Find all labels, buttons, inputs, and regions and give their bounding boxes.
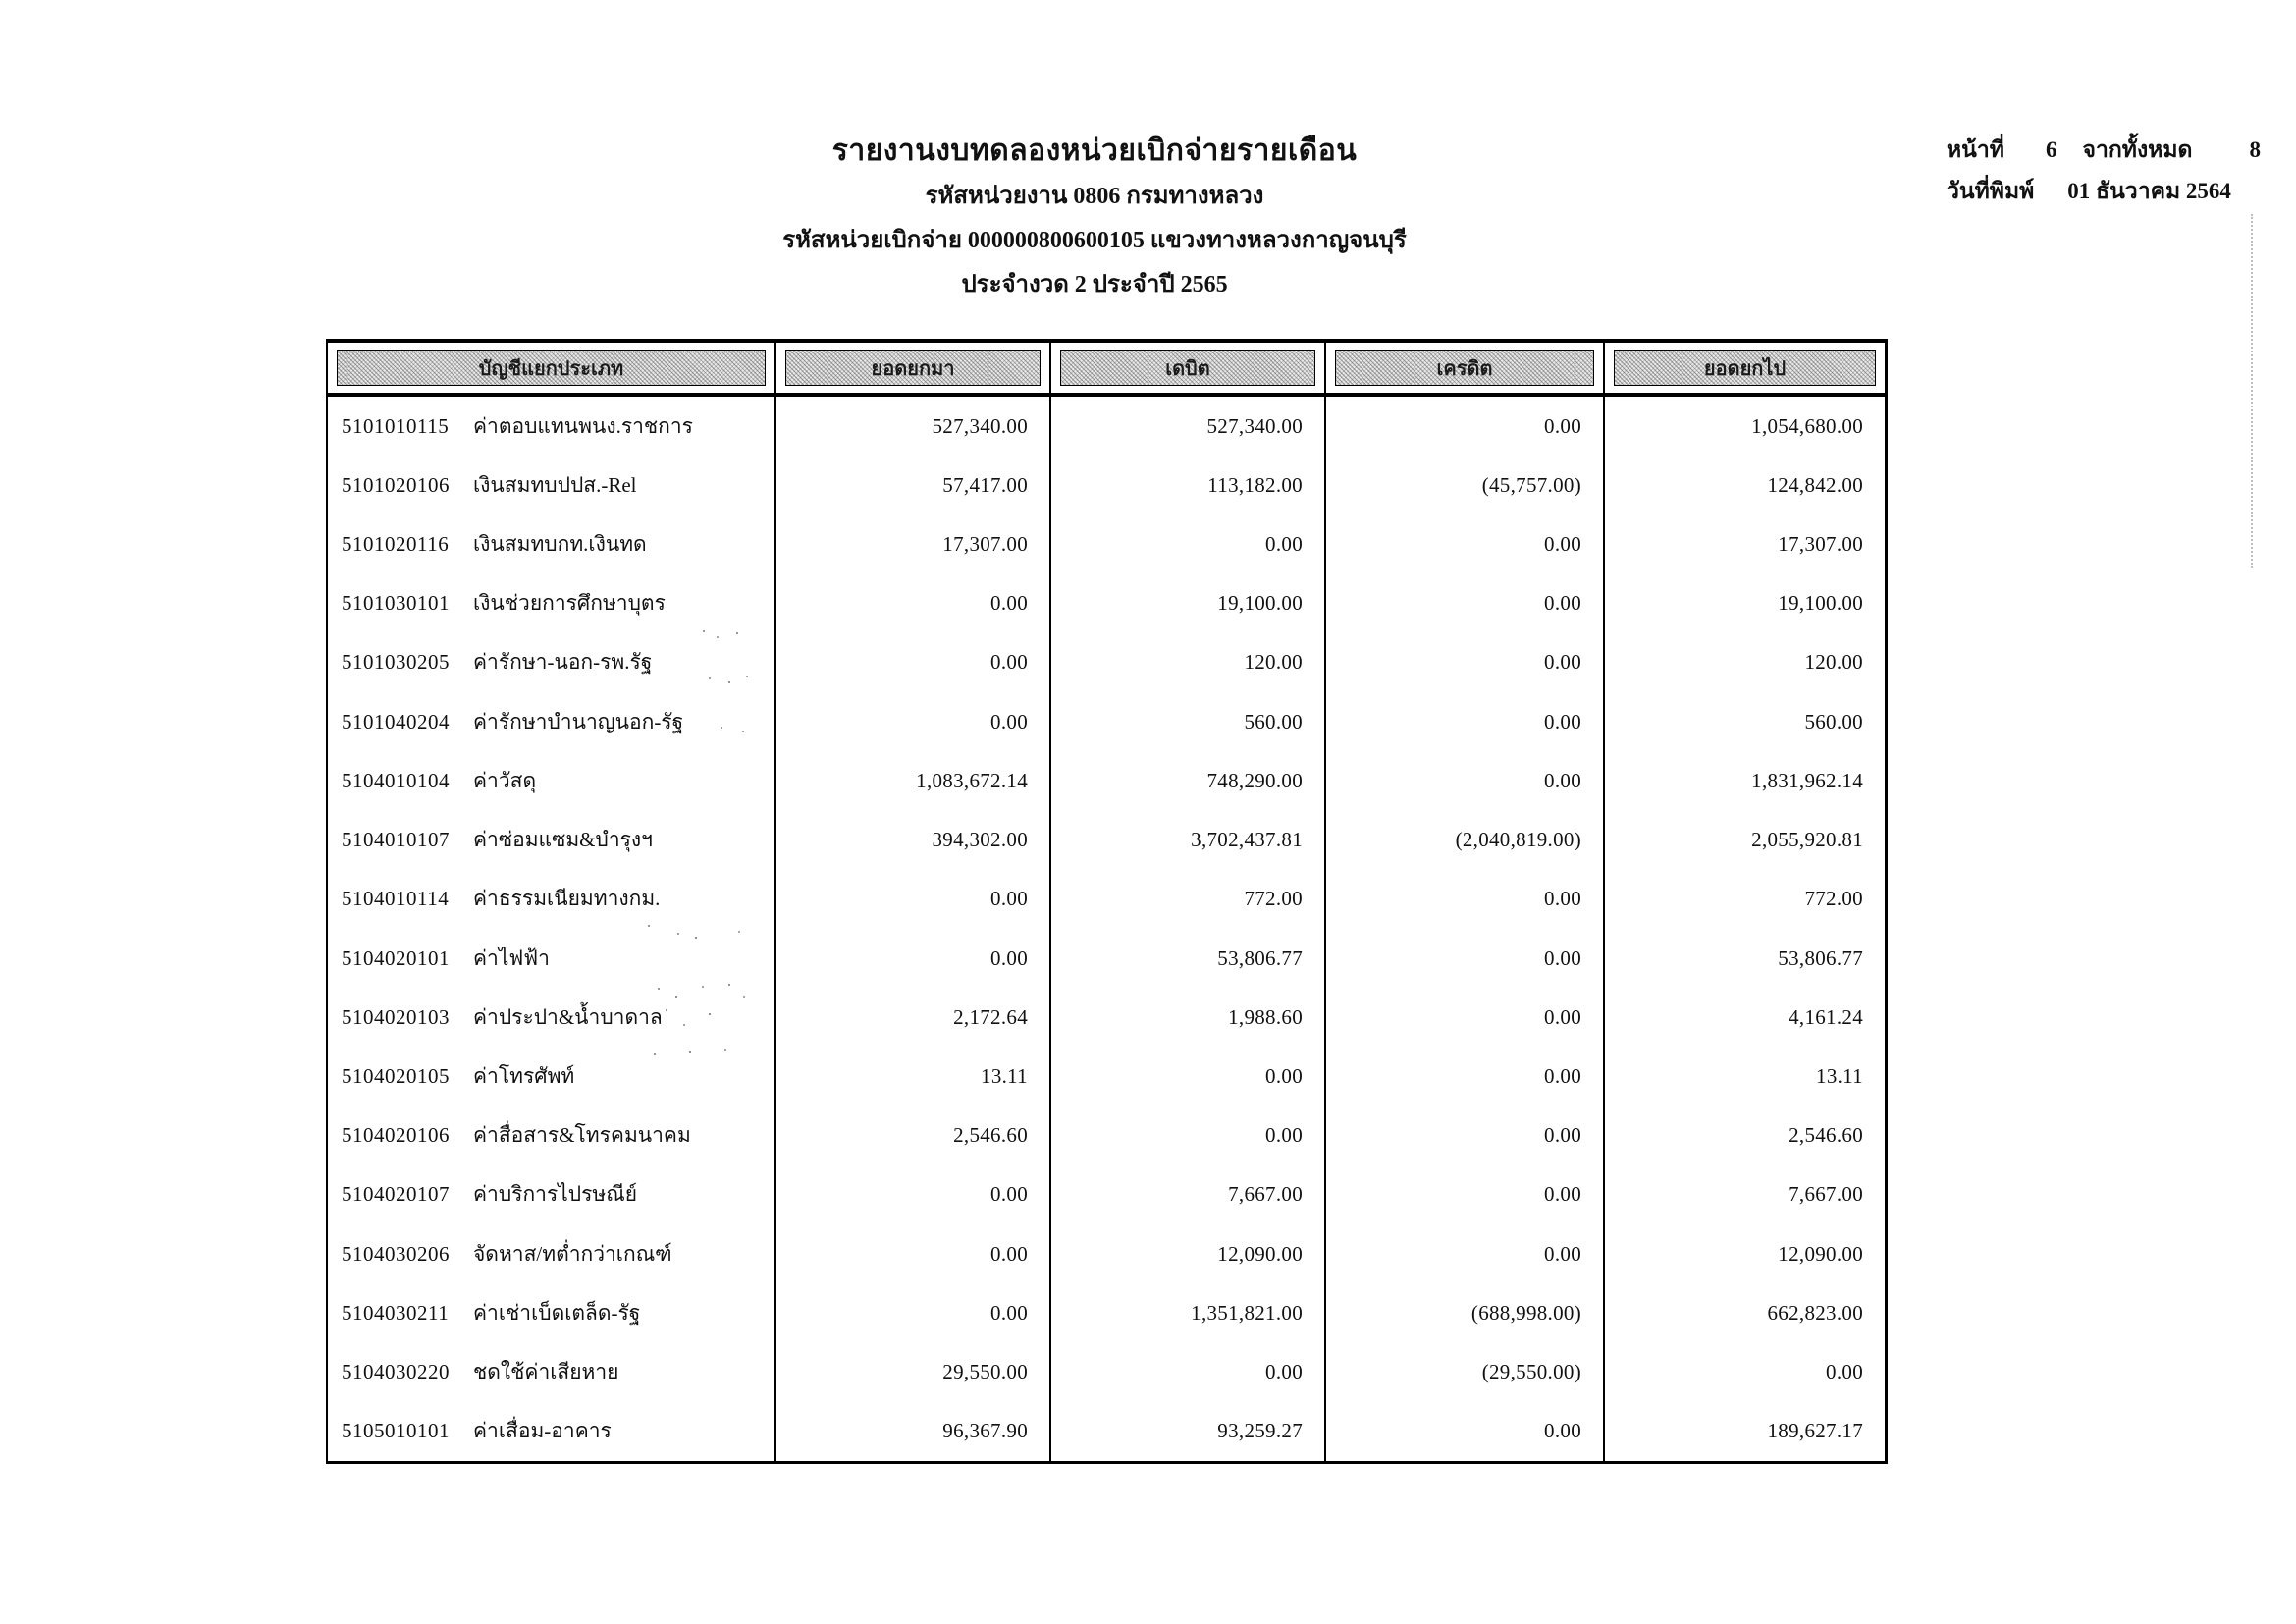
table-row: [328, 1047, 1885, 1106]
amount-brought-forward: 17,307.00: [776, 514, 1051, 573]
table-row: [328, 574, 1885, 633]
account-code: 5101040204: [342, 709, 450, 733]
amount-debit: 3,702,437.81: [1051, 811, 1326, 870]
table-row: [328, 456, 1885, 514]
report-agency-line: รหัสหน่วยงาน 0806 กรมทางหลวง: [925, 184, 1264, 209]
amount-brought-forward: 0.00: [776, 1224, 1051, 1283]
column-header-account: [328, 343, 776, 393]
amount-carried-forward: 2,055,920.81: [1751, 828, 1863, 852]
table-header-row: [328, 343, 1885, 397]
amount-debit: 12,090.00: [1051, 1224, 1326, 1283]
amount-brought-forward: 0.00: [776, 633, 1051, 692]
table-row: [328, 1343, 1885, 1402]
account-cell: [328, 988, 776, 1047]
amount-brought-forward: 1,083,672.14: [776, 751, 1051, 810]
amount-debit: 7,667.00: [1051, 1165, 1326, 1224]
column-header-carried-forward-label: ยอดยกไป: [1614, 350, 1876, 386]
amount-debit: 772.00: [1051, 870, 1326, 929]
amount-carried-forward: 124,842.00: [1767, 472, 1863, 497]
account-cell: [328, 811, 776, 870]
report-title: รายงานงบทดลองหน่วยเบิกจ่ายรายเดือน: [831, 135, 1358, 167]
table-row: [328, 1165, 1885, 1224]
amount-carried-forward: 560.00: [1804, 709, 1863, 733]
amount-debit: 560.00: [1051, 692, 1326, 751]
amount-credit: (2,040,819.00): [1326, 811, 1605, 870]
account-name: ค่าธรรมเนียมทางกม.: [473, 887, 661, 911]
amount-carried-forward: 120.00: [1804, 650, 1863, 675]
account-name: ค่าสื่อสาร&โทรคมนาคม: [473, 1123, 691, 1148]
account-cell: [328, 574, 776, 633]
amount-credit: (45,757.00): [1326, 456, 1605, 514]
table-body: [328, 397, 1885, 1461]
column-header-debit-label: เดบิต: [1060, 350, 1315, 386]
amount-debit: 748,290.00: [1051, 751, 1326, 810]
account-name: ค่าบริการไปรษณีย์: [473, 1182, 638, 1207]
amount-credit: 0.00: [1326, 692, 1605, 751]
amount-credit: 0.00: [1326, 1107, 1605, 1165]
print-date: 01 ธันวาคม 2564: [2067, 179, 2231, 203]
account-code: 5105010101: [342, 1419, 450, 1443]
account-cell: [328, 929, 776, 988]
amount-brought-forward: 96,367.90: [776, 1402, 1051, 1461]
amount-carried-forward: 7,667.00: [1789, 1182, 1863, 1207]
account-code: 5101010115: [342, 413, 450, 438]
column-header-debit: [1051, 343, 1326, 393]
account-code: 5104030211: [342, 1300, 450, 1325]
amount-brought-forward: 2,172.64: [776, 988, 1051, 1047]
total-pages-label: จากทั้งหมด: [2082, 137, 2193, 162]
print-date-label: วันที่พิมพ์: [1947, 179, 2035, 203]
account-code: 5104030220: [342, 1360, 450, 1384]
account-code: 5104020106: [342, 1123, 450, 1148]
report-unit-line: รหัสหน่วยเบิกจ่าย 000000800600105 แขวงทางหลวงกาญจนบุรี: [782, 228, 1407, 253]
amount-carried-forward: 53,806.77: [1778, 946, 1863, 970]
table-row: [328, 692, 1885, 751]
account-code: 5101030205: [342, 650, 450, 675]
amount-credit: 0.00: [1326, 988, 1605, 1047]
amount-brought-forward: 13.11: [776, 1047, 1051, 1106]
amount-credit: (29,550.00): [1326, 1343, 1605, 1402]
amount-carried-forward: 0.00: [1826, 1360, 1863, 1384]
amount-brought-forward: 0.00: [776, 692, 1051, 751]
account-name: ค่าตอบแทนพนง.ราชการ: [473, 413, 693, 438]
table-row: [328, 929, 1885, 988]
account-cell: [328, 1165, 776, 1224]
account-name: ค่ารักษาบำนาญนอก-รัฐ: [473, 709, 684, 733]
page-info: [1947, 130, 2261, 212]
account-code: 5101030101: [342, 591, 450, 616]
column-header-credit-label: เครดิต: [1335, 350, 1594, 386]
amount-credit: 0.00: [1326, 870, 1605, 929]
amount-carried-forward: 772.00: [1804, 887, 1863, 911]
amount-brought-forward: 0.00: [776, 870, 1051, 929]
amount-credit: 0.00: [1326, 1165, 1605, 1224]
account-cell: [328, 1224, 776, 1283]
account-cell: [328, 1402, 776, 1461]
table-row: [328, 988, 1885, 1047]
page-number-row: [1947, 130, 2261, 171]
amount-carried-forward: 13.11: [1816, 1064, 1863, 1089]
table-row: [328, 397, 1885, 456]
amount-carried-forward: 12,090.00: [1778, 1241, 1863, 1266]
table-row: [328, 1283, 1885, 1342]
account-name: ชดใช้ค่าเสียหาย: [473, 1360, 619, 1384]
amount-credit: 0.00: [1326, 929, 1605, 988]
account-name: ค่าเสื่อม-อาคาร: [473, 1419, 612, 1443]
amount-credit: 0.00: [1326, 574, 1605, 633]
amount-debit: 53,806.77: [1051, 929, 1326, 988]
amount-debit: 113,182.00: [1051, 456, 1326, 514]
page-number: 6: [2045, 137, 2057, 162]
table-row: [328, 633, 1885, 692]
amount-carried-forward: 1,054,680.00: [1751, 413, 1863, 438]
account-name: ค่าเช่าเบ็ดเตล็ด-รัฐ: [473, 1300, 641, 1325]
amount-carried-forward: 19,100.00: [1778, 591, 1863, 616]
account-cell: [328, 1107, 776, 1165]
account-name: ค่ารักษา-นอก-รพ.รัฐ: [473, 650, 653, 675]
amount-brought-forward: 394,302.00: [776, 811, 1051, 870]
report-header: [0, 128, 2189, 307]
account-code: 5104020105: [342, 1064, 450, 1089]
amount-brought-forward: 527,340.00: [776, 397, 1051, 456]
amount-credit: 0.00: [1326, 633, 1605, 692]
amount-credit: 0.00: [1326, 751, 1605, 810]
amount-brought-forward: 2,546.60: [776, 1107, 1051, 1165]
amount-debit: 0.00: [1051, 1107, 1326, 1165]
account-cell: [328, 514, 776, 573]
account-cell: [328, 1343, 776, 1402]
account-code: 5104020101: [342, 946, 450, 970]
scan-artifact: [703, 630, 705, 632]
account-name: ค่าซ่อมแซม&บำรุงฯ: [473, 828, 653, 852]
table-row: [328, 1402, 1885, 1461]
account-code: 5104010104: [342, 768, 450, 792]
amount-credit: 0.00: [1326, 514, 1605, 573]
column-header-credit: [1326, 343, 1605, 393]
amount-debit: 0.00: [1051, 1343, 1326, 1402]
account-code: 5104030206: [342, 1241, 450, 1266]
account-name: ค่าประปา&น้ำบาดาล: [473, 1004, 663, 1029]
trial-balance-table: [326, 339, 1888, 1464]
account-cell: [328, 397, 776, 456]
amount-carried-forward: 189,627.17: [1767, 1419, 1863, 1443]
amount-credit: (688,998.00): [1326, 1283, 1605, 1342]
account-cell: [328, 751, 776, 810]
account-name: ค่าไฟฟ้า: [473, 946, 550, 970]
table-row: [328, 811, 1885, 870]
column-header-brought-forward: [776, 343, 1051, 393]
account-cell: [328, 692, 776, 751]
account-code: 5104020107: [342, 1182, 450, 1207]
amount-carried-forward: 4,161.24: [1789, 1004, 1863, 1029]
table-row: [328, 1107, 1885, 1165]
amount-brought-forward: 0.00: [776, 1165, 1051, 1224]
account-name: จัดหาส/ทต่ำกว่าเกณฑ์: [473, 1241, 672, 1266]
account-cell: [328, 633, 776, 692]
print-date-row: [1947, 171, 2261, 212]
account-name: เงินสมทบปปส.-Rel: [473, 472, 637, 497]
account-name: เงินสมทบกท.เงินทด: [473, 532, 647, 557]
account-name: เงินช่วยการศึกษาบุตร: [473, 591, 666, 616]
account-name: ค่าวัสดุ: [473, 768, 537, 792]
scan-artifact: [648, 925, 650, 927]
amount-carried-forward: 1,831,962.14: [1751, 768, 1863, 792]
amount-brought-forward: 0.00: [776, 1283, 1051, 1342]
account-cell: [328, 870, 776, 929]
table-row: [328, 751, 1885, 810]
scan-artifact-edge: [2251, 214, 2253, 568]
account-name: ค่าโทรศัพท์: [473, 1064, 575, 1089]
account-code: 5104020103: [342, 1004, 450, 1029]
amount-brought-forward: 0.00: [776, 574, 1051, 633]
amount-debit: 19,100.00: [1051, 574, 1326, 633]
amount-brought-forward: 57,417.00: [776, 456, 1051, 514]
account-code: 5104010114: [342, 887, 450, 911]
amount-credit: 0.00: [1326, 1402, 1605, 1461]
amount-carried-forward: 662,823.00: [1767, 1300, 1863, 1325]
amount-credit: 0.00: [1326, 397, 1605, 456]
amount-debit: 0.00: [1051, 1047, 1326, 1106]
amount-carried-forward: 2,546.60: [1789, 1123, 1863, 1148]
amount-brought-forward: 29,550.00: [776, 1343, 1051, 1402]
total-pages: 8: [2249, 137, 2261, 162]
amount-debit: 0.00: [1051, 514, 1326, 573]
account-cell: [328, 1283, 776, 1342]
amount-debit: 1,351,821.00: [1051, 1283, 1326, 1342]
account-code: 5101020116: [342, 532, 450, 557]
amount-credit: 0.00: [1326, 1047, 1605, 1106]
column-header-brought-forward-label: ยอดยกมา: [785, 350, 1041, 386]
column-header-carried-forward: [1605, 343, 1885, 393]
amount-carried-forward: 17,307.00: [1778, 532, 1863, 557]
report-period-line: ประจำงวด 2 ประจำปี 2565: [961, 272, 1228, 298]
account-code: 5101020106: [342, 472, 450, 497]
table-row: [328, 870, 1885, 929]
account-code: 5104010107: [342, 828, 450, 852]
column-header-account-label: บัญชีแยกประเภท: [337, 350, 766, 386]
amount-debit: 527,340.00: [1051, 397, 1326, 456]
amount-credit: 0.00: [1326, 1224, 1605, 1283]
amount-debit: 1,988.60: [1051, 988, 1326, 1047]
account-cell: [328, 1047, 776, 1106]
table-row: [328, 1224, 1885, 1283]
table-row: [328, 514, 1885, 573]
account-cell: [328, 456, 776, 514]
page-label: หน้าที่: [1947, 137, 2004, 162]
amount-debit: 120.00: [1051, 633, 1326, 692]
amount-debit: 93,259.27: [1051, 1402, 1326, 1461]
amount-brought-forward: 0.00: [776, 929, 1051, 988]
